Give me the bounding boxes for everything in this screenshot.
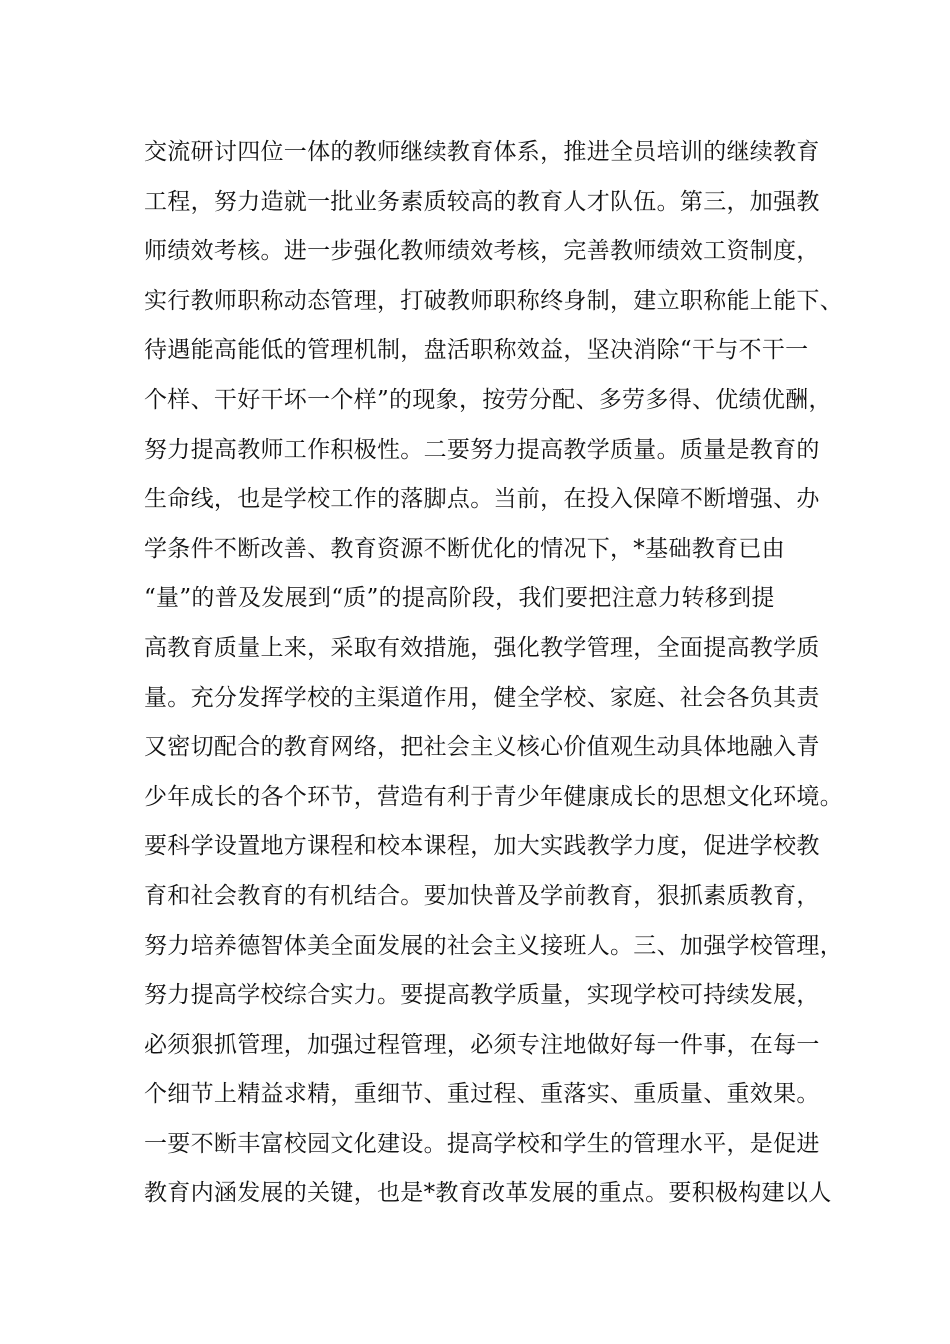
text-line: 工程，努力造就一批业务素质较高的教育人才队伍。第三，加强教 <box>144 188 820 215</box>
text-line: 要科学设置地方课程和校本课程，加大实践教学力度，促进学校教 <box>144 833 820 860</box>
text-line: 生命线，也是学校工作的落脚点。当前，在投入保障不断增强、办 <box>144 486 820 513</box>
text-line: 量。充分发挥学校的主渠道作用，健全学校、家庭、社会各负其责 <box>144 684 820 711</box>
text-line: “量”的普及发展到“质”的提高阶段，我们要把注意力转移到提 <box>144 585 775 612</box>
text-line: 师绩效考核。进一步强化教师绩效考核，完善教师绩效工资制度， <box>144 238 820 265</box>
text-line: 努力培养德智体美全面发展的社会主义接班人。三、加强学校管理， <box>144 932 843 959</box>
text-line: 教育内涵发展的关键，也是*教育改革发展的重点。要积极构建以人 <box>144 1180 832 1207</box>
body-text <box>144 133 844 1224</box>
text-line: 个样、干好干坏一个样”的现象，按劳分配、多劳多得、优绩优酬， <box>144 386 832 413</box>
text-line: 一要不断丰富校园文化建设。提高学校和学生的管理水平，是促进 <box>144 1130 820 1157</box>
text-line: 必须狠抓管理，加强过程管理，必须专注地做好每一件事，在每一 <box>144 1031 820 1058</box>
text-line: 育和社会教育的有机结合。要加快普及学前教育，狠抓素质教育， <box>144 882 820 909</box>
text-line: 学条件不断改善、教育资源不断优化的情况下，*基础教育已由 <box>144 535 785 562</box>
text-line: 待遇能高能低的管理机制，盘活职称效益，坚决消除“干与不干一 <box>144 337 809 364</box>
text-line: 个细节上精益求精，重细节、重过程、重落实、重质量、重效果。 <box>144 1081 820 1108</box>
text-line: 努力提高学校综合实力。要提高教学质量，实现学校可持续发展， <box>144 982 820 1009</box>
text-line: 交流研讨四位一体的教师继续教育体系，推进全员培训的继续教育 <box>144 139 820 165</box>
text-line: 实行教师职称动态管理，打破教师职称终身制，建立职称能上能下、 <box>144 287 843 314</box>
text-line: 少年成长的各个环节，营造有利于青少年健康成长的思想文化环境。 <box>144 783 843 810</box>
text-line: 努力提高教师工作积极性。二要努力提高教学质量。质量是教育的 <box>144 436 820 463</box>
text-line: 高教育质量上来，采取有效措施，强化教学管理，全面提高教学质 <box>144 634 820 661</box>
text-line: 又密切配合的教育网络，把社会主义核心价值观生动具体地融入青 <box>144 734 820 761</box>
